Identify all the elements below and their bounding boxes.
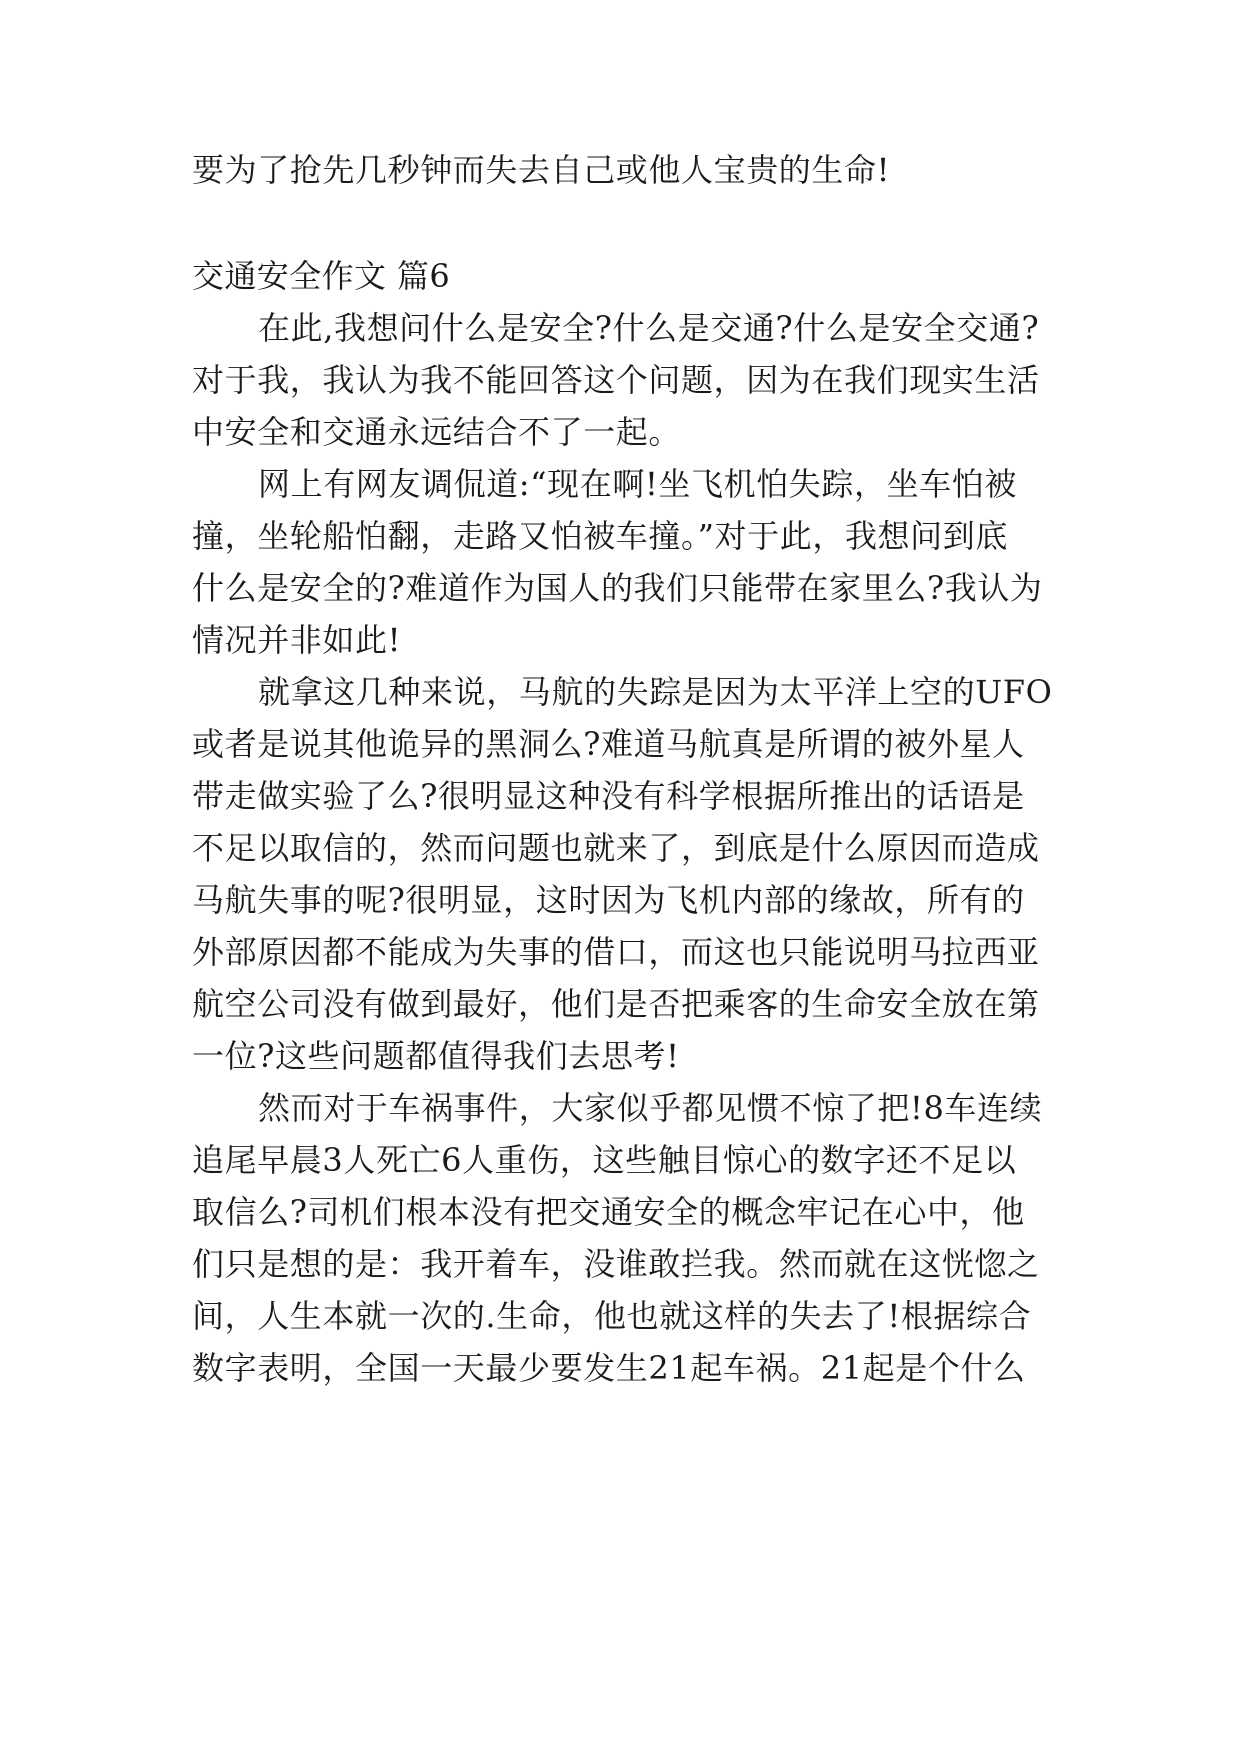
paragraph-line: 带走做实验了么?很明显这种没有科学根据所推出的话语是 bbox=[192, 777, 1025, 815]
paragraph-line: 间，人生本就一次的.生命，他也就这样的失去了!根据综合 bbox=[192, 1297, 1032, 1335]
paragraph-line: 在此,我想问什么是安全?什么是交通?什么是安全交通? bbox=[258, 309, 1040, 347]
paragraph-line: 撞，坐轮船怕翻，走路又怕被车撞。”对于此，我想问到底 bbox=[192, 517, 1008, 555]
paragraph-line: 外部原因都不能成为失事的借口，而这也只能说明马拉西亚 bbox=[192, 933, 1040, 971]
paragraph-line: 航空公司没有做到最好，他们是否把乘客的生命安全放在第 bbox=[192, 985, 1040, 1023]
paragraph-line: 们只是想的是：我开着车，没谁敢拦我。然而就在这恍惚之 bbox=[192, 1245, 1040, 1283]
carryover-line: 要为了抢先几秒钟而失去自己或他人宝贵的生命! bbox=[192, 151, 891, 189]
paragraph-line: 网上有网友调侃道:“现在啊!坐飞机怕失踪，坐车怕被 bbox=[258, 465, 1018, 503]
section-title: 交通安全作文 篇6 bbox=[192, 257, 451, 295]
paragraph-line: 情况并非如此! bbox=[192, 621, 402, 659]
paragraph-line: 就拿这几种来说，马航的失踪是因为太平洋上空的UFO bbox=[258, 673, 1053, 711]
paragraph-line: 一位?这些问题都值得我们去思考! bbox=[192, 1037, 680, 1075]
paragraph-line: 取信么?司机们根本没有把交通安全的概念牢记在心中，他 bbox=[192, 1193, 1025, 1231]
paragraph-line: 不足以取信的，然而问题也就来了，到底是什么原因而造成 bbox=[192, 829, 1040, 867]
paragraph-line: 中安全和交通永远结合不了一起。 bbox=[192, 413, 682, 451]
paragraph-line: 什么是安全的?难道作为国人的我们只能带在家里么?我认为 bbox=[192, 569, 1043, 607]
paragraph-line: 或者是说其他诡异的黑洞么?难道马航真是所谓的被外星人 bbox=[192, 725, 1025, 763]
paragraph-line: 数字表明，全国一天最少要发生21起车祸。21起是个什么 bbox=[192, 1349, 1026, 1387]
paragraph-line: 追尾早晨3人死亡6人重伤，这些触目惊心的数字还不足以 bbox=[192, 1141, 1017, 1179]
paragraph-line: 对于我，我认为我不能回答这个问题，因为在我们现实生活 bbox=[192, 361, 1040, 399]
paragraph-line: 马航失事的呢?很明显，这时因为飞机内部的缘故，所有的 bbox=[192, 881, 1025, 919]
paragraph-line: 然而对于车祸事件，大家似乎都见惯不惊了把!8车连续 bbox=[258, 1089, 1043, 1127]
